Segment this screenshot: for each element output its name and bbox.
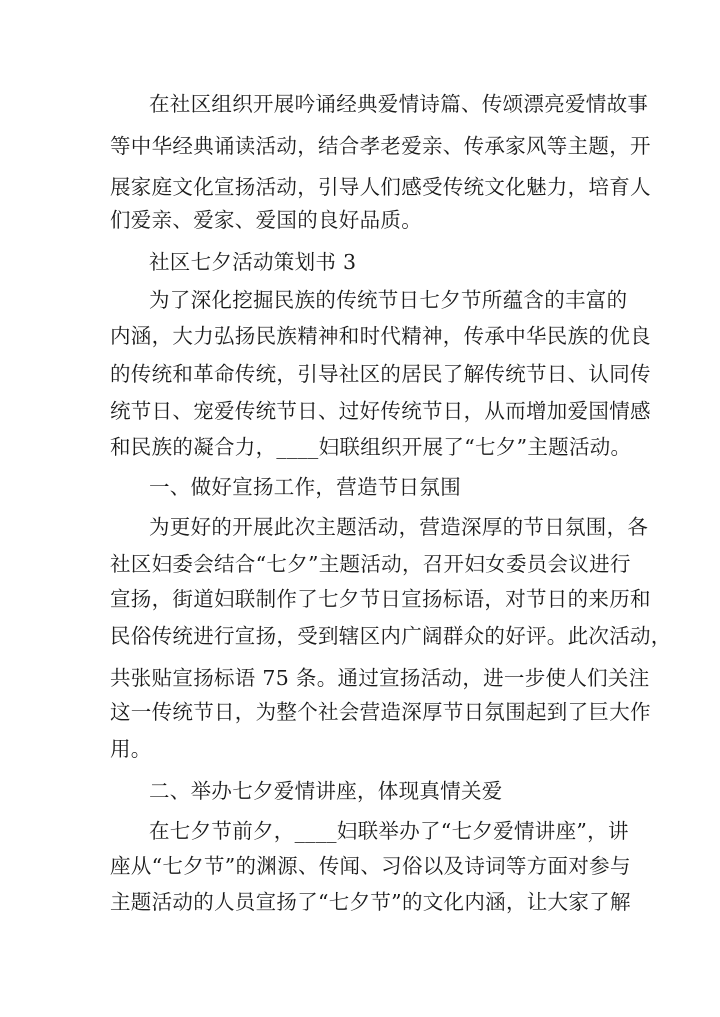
text-line: 在七夕节前夕，____妇联举办了“七夕爱情讲座”，讲 — [149, 819, 629, 843]
text-line: 内涵，大力弘扬民族精神和时代精神，传承中华民族的优良 — [110, 324, 651, 348]
text-line: 统节日、宠爱传统节日、过好传统节日，从而增加爱国情感 — [110, 399, 651, 423]
text-line: 主题活动的人员宣扬了“七夕节”的文化内涵，让大家了解 — [110, 890, 631, 914]
text-line: 民俗传统进行宣扬，受到辖区内广阔群众的好评。此次活动， — [110, 624, 672, 648]
text-line: 们爱亲、爱家、爱国的良好品质。 — [110, 208, 422, 232]
text-line: 为更好的开展此次主题活动，营造深厚的节日氛围，各 — [149, 515, 649, 539]
text-line: 用。 — [110, 737, 152, 761]
text-line: 等中华经典诵读活动，结合孝老爱亲、传承家风等主题，开 — [110, 134, 651, 158]
text-line: 社区妇委会结合“七夕”主题活动，召开妇女委员会议进行 — [110, 552, 631, 576]
text-line: 这一传统节日，为整个社会营造深厚节日氛围起到了巨大作 — [110, 700, 651, 724]
text-line: 的传统和革命传统，引导社区的居民了解传统节日、认同传 — [110, 362, 651, 386]
text-line: 为了深化挖掘民族的传统节日七夕节所蕴含的丰富的 — [149, 288, 628, 312]
section-heading: 一、做好宣扬工作，营造节日氛围 — [149, 475, 461, 499]
text-line: 宣扬，街道妇联制作了七夕节日宣扬标语，对节日的来历和 — [110, 587, 651, 611]
section-heading: 二、举办七夕爱情讲座，体现真情关爱 — [149, 779, 503, 803]
section-title: 社区七夕活动策划书 3 — [149, 250, 357, 274]
text-line: 座从“七夕节”的渊源、传闻、习俗以及诗词等方面对参与 — [110, 854, 631, 878]
text-line: 共张贴宣扬标语 75 条。通过宣扬活动，进一步使人们关注 — [110, 666, 650, 690]
text-line: 和民族的凝合力，____妇联组织开展了“七夕”主题活动。 — [110, 435, 632, 459]
text-line: 展家庭文化宣扬活动，引导人们感受传统文化魅力，培育人 — [110, 175, 651, 199]
text-line: 在社区组织开展吟诵经典爱情诗篇、传颂漂亮爱情故事 — [149, 92, 649, 116]
